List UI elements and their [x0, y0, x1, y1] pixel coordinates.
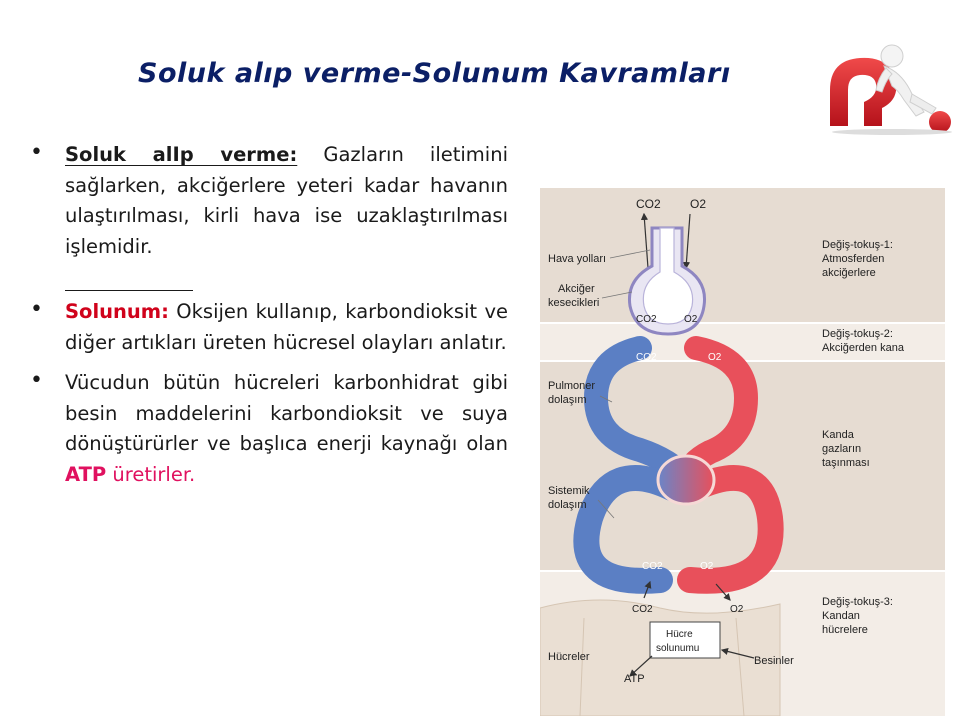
- label-atp: ATP: [624, 673, 645, 685]
- label-systemic-1: Sistemik: [548, 485, 590, 497]
- alveoli-co2-label: CO2: [636, 314, 657, 325]
- cells-text: Vücudun bütün hücreleri karbonhidrat gibi besin maddelerini karbondioksit ve suya dönüştürürler ve başlıca enerji kaynağı olan: [65, 371, 508, 455]
- label-exchange3-c: hücrelere: [822, 624, 868, 636]
- term-breathing: Soluk alIp verme:: [65, 143, 298, 166]
- label-exchange2-b: Akciğerden kana: [822, 342, 904, 354]
- bullet-dot-icon: •: [30, 140, 43, 165]
- label-exchange1-c: akciğerlere: [822, 267, 876, 279]
- bullet-respiration: [30, 297, 508, 358]
- blood-co2-top-label: CO2: [636, 352, 657, 363]
- label-exchange2-a: Değiş-tokuş-2:: [822, 328, 893, 340]
- top-co2-label: CO2: [636, 197, 661, 211]
- cell-co2-label: CO2: [632, 604, 653, 615]
- label-pulmonary-1: Pulmoner: [548, 380, 596, 392]
- atp-highlight: ATP: [65, 462, 107, 486]
- label-alveoli-2: kesecikleri: [548, 297, 600, 309]
- heart-shape: [658, 456, 714, 504]
- bullet-list: [30, 140, 508, 490]
- label-transport-b: gazların: [822, 443, 862, 455]
- bullet-dot-icon: •: [30, 368, 43, 393]
- label-cells: Hücreler: [548, 651, 590, 663]
- label-transport-a: Kanda: [822, 429, 854, 441]
- label-airways: Hava yolları: [548, 253, 607, 265]
- bullet-dot-icon: •: [30, 297, 43, 322]
- cell-respiration-label-1: Hücre: [666, 629, 693, 640]
- page-title: Soluk alıp verme-Solunum Kavramları: [138, 58, 731, 89]
- nutrients-label: Besinler: [754, 655, 794, 667]
- blood-o2-bottom-label: O2: [700, 561, 714, 572]
- term-respiration: Solunum:: [65, 300, 169, 323]
- top-o2-label: O2: [690, 197, 707, 211]
- bullet-breathing: [30, 140, 508, 262]
- label-exchange1-b: Atmosferden: [822, 253, 885, 265]
- bullet-cells: [30, 368, 508, 490]
- cells-text-end: üretirler.: [112, 462, 196, 486]
- question-mark-figure-icon: [812, 38, 960, 138]
- respiration-diagram: [540, 188, 945, 716]
- cell-o2-label: O2: [730, 604, 744, 615]
- label-pulmonary-2: dolaşım: [548, 394, 587, 406]
- blood-o2-top-label: O2: [708, 352, 722, 363]
- definition-breathing: Gazların iletimini sağlarken, akciğerlere yeteri kadar havanın ulaştırılması, kirli hava ise uzaklaştırılması işlemidir.: [65, 143, 508, 258]
- definition-respiration: Oksijen kullanıp, karbondioksit ve diğer artıkları üreten hücresel olayları anlatır.: [65, 300, 508, 354]
- label-transport-c: taşınması: [822, 457, 870, 469]
- label-exchange1-a: Değiş-tokuş-1:: [822, 239, 893, 251]
- divider-line: [65, 290, 193, 291]
- label-alveoli-1: Akciğer: [558, 283, 595, 295]
- cell-respiration-label-2: solunumu: [656, 643, 700, 654]
- label-exchange3-b: Kandan: [822, 610, 860, 622]
- label-systemic-2: dolaşım: [548, 499, 587, 511]
- alveoli-o2-label: O2: [684, 314, 698, 325]
- label-exchange3-a: Değiş-tokuş-3:: [822, 596, 893, 608]
- blood-co2-bottom-label: CO2: [642, 561, 663, 572]
